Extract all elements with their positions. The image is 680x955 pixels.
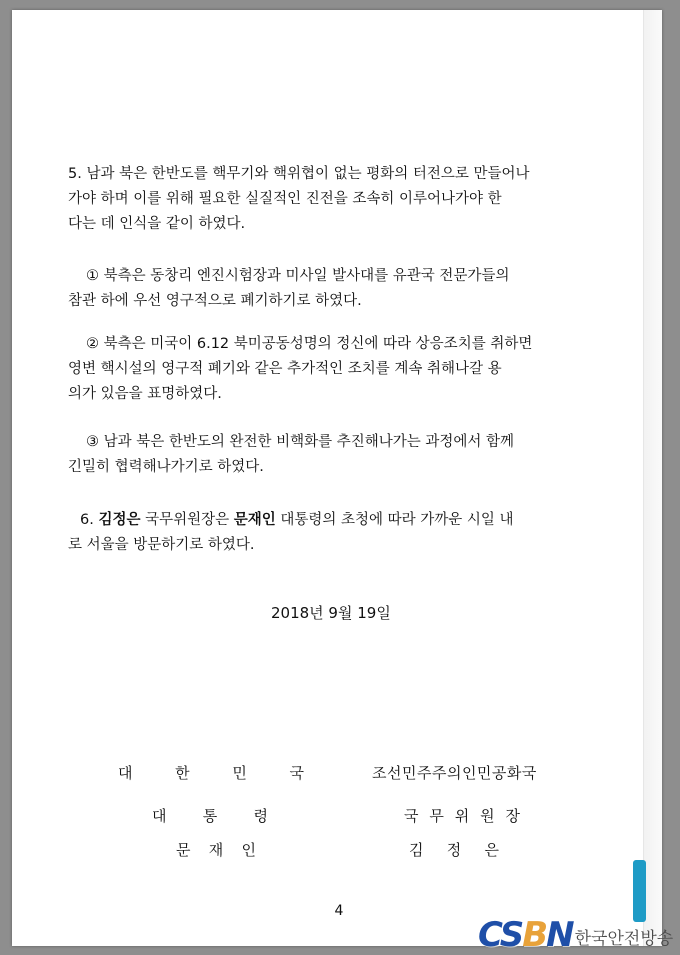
text-line: 로 서울을 방문하기로 하였다.: [68, 537, 255, 553]
paragraph-6: [68, 508, 616, 558]
char: 재: [208, 841, 224, 859]
name-moon-jae-in: 문재인: [233, 512, 276, 528]
document-date: 2018년 9월 19일: [271, 604, 391, 622]
text-line: 긴밀히 협력해나가기로 하였다.: [68, 459, 264, 475]
char: 대: [152, 807, 167, 825]
sig-right-title: [404, 805, 520, 826]
text-line: 5. 남과 북은 한반도를 핵무기와 핵위협이 없는 평화의 터전으로 만들어나: [68, 166, 530, 182]
text-line: 참관 하에 우선 영구적으로 폐기하기로 하였다.: [68, 293, 362, 309]
text-line: 의가 있음을 표명하였다.: [68, 386, 222, 402]
char: 국: [289, 764, 304, 782]
text-segment: 국무위원장은: [140, 512, 234, 528]
char: 위: [454, 807, 470, 825]
char: 한: [175, 764, 190, 782]
char: 김: [409, 841, 424, 859]
text-line: 다는 데 인식을 같이 하였다.: [68, 216, 246, 232]
char: 원: [480, 807, 495, 825]
sig-left-title: [152, 805, 268, 826]
watermark-text: 한국안전방송: [574, 929, 674, 949]
text-line: ③ 남과 북은 한반도의 완전한 비핵화를 추진해나가는 과정에서 함께: [86, 434, 515, 450]
char: 국: [404, 807, 419, 825]
char: 령: [253, 807, 268, 825]
char: 대: [118, 764, 133, 782]
watermark: [478, 908, 680, 955]
paragraph-5-1: [68, 264, 616, 314]
sig-left-country: [118, 762, 304, 783]
text-segment: 대통령의 초청에 따라 가까운 시일 내: [275, 512, 514, 528]
name-kim-jong-un: 김정은: [98, 512, 141, 528]
text-line: 가야 하며 이를 위해 필요한 실질적인 진전을 조속히 이루어나가야 한: [68, 191, 502, 207]
char: 장: [505, 807, 520, 825]
paragraph-5-3: [68, 430, 616, 480]
paragraph-5-2: [68, 332, 616, 407]
page-number: 4: [334, 903, 344, 919]
scrollbar-track[interactable]: [643, 10, 662, 946]
csbn-logo: CSBN: [478, 915, 573, 955]
text-line: ① 북측은 동창리 엔진시험장과 미사일 발사대를 유관국 전문가들의: [86, 268, 510, 284]
sig-right-country: 조선민주주의인민공화국: [372, 764, 537, 782]
char: 민: [232, 764, 247, 782]
sig-right-name: [409, 839, 499, 860]
char: 정: [446, 841, 462, 859]
char: 인: [241, 841, 256, 859]
sig-left-name: [176, 839, 256, 860]
char: 문: [176, 841, 191, 859]
text-line: 영변 핵시설의 영구적 폐기와 같은 추가적인 조치를 계속 취해나갈 용: [68, 361, 502, 377]
document-page: [12, 10, 662, 946]
text-line: ② 북측은 미국이 6.12 북미공동성명의 정신에 따라 상응조치를 취하면: [86, 336, 533, 352]
char: 은: [484, 841, 499, 859]
paragraph-prefix: 6.: [80, 512, 99, 528]
char: 통: [202, 807, 218, 825]
text-line: [68, 508, 616, 533]
char: 무: [429, 807, 444, 825]
paragraph-5: [68, 162, 616, 237]
